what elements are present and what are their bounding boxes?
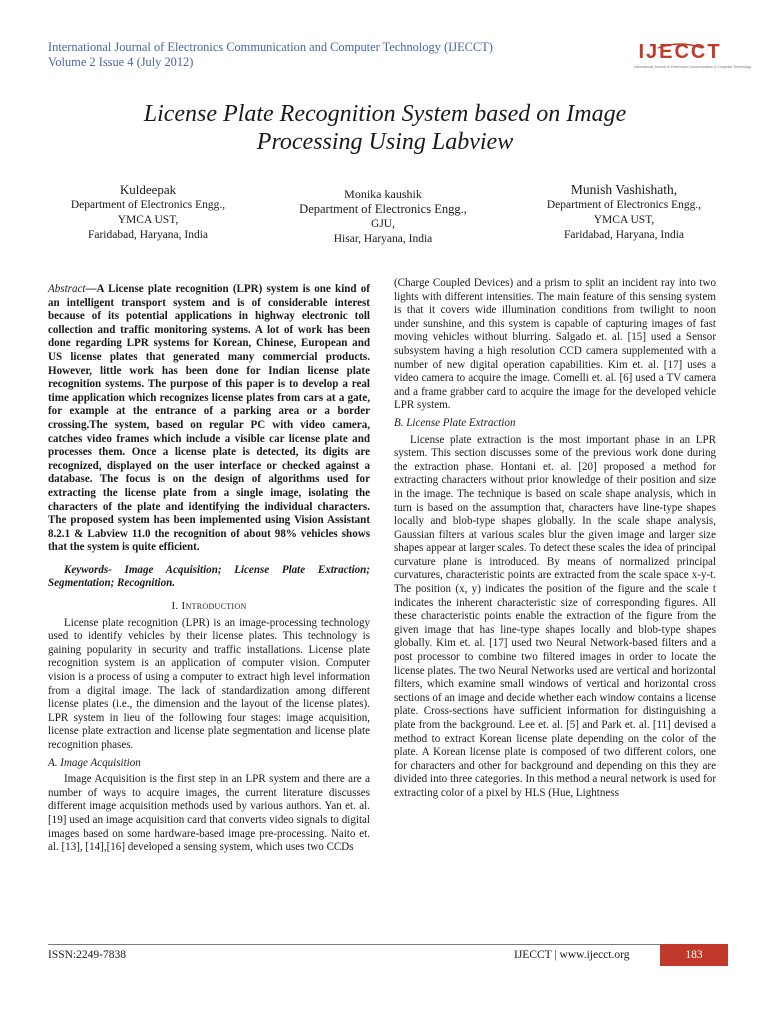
title-line-2: Processing Using Labview [256, 129, 514, 155]
author-department: Department of Electronics Engg., [546, 199, 702, 211]
keywords: Keywords- Image Acquisition; License Plate Extraction; Segmentation; Recognition. [48, 563, 370, 590]
author-name: Kuldeepak [119, 182, 177, 197]
abstract [48, 283, 370, 555]
author-location: Hisar, Haryana, India [333, 233, 433, 245]
introduction-paragraph: License plate recognition (LPR) is an image-processing technology used to identify vehicles by their license plates. This technology is gaining popularity in security and traffic installations. License plate recognition system is an application of computer vision. Computer vision is a process of using a computer to extract high level information from a digital image. The lack of standardization among different license plates (i.e., the dimension and the layout of the license plates). LPR system in lieu of the following four stages: image acquisition, license plate extraction and license plate segmentation and license plate recognition phases. [48, 616, 370, 751]
logo-text: IJECCT [638, 41, 722, 63]
license-plate-extraction-paragraph: License plate extraction is the most important phase in an LPR system. This section discusses some of the previous work done during the extraction phase. Hontani et. al. [20] proposed a method for extracting characters without prior knowledge of their position and size in the image. The technique is based on scale shape analysis, which in turn is based on the assumption that, characters have line-type shapes locally and blob-type shapes globally. In the scale shape analysis, Gaussian filters at various scales blur the given image and larger size shapes appear at larger scales. To detect these scales the idea of principal curvature plane is introduced. By means of normalized principal curvatures, characteristic points are extracted from the scale space x-y-t. The position (x, y) indicates the position of the figure and the scale t indicates the inherent characteristic size of corresponding figures. All these characteristic points enable the extraction of the figure from the given image that has line-type shapes locally and blob-type shapes globally. Kim et. al. [17] used two Neural Network-based filters and a post processor to combine two filtered images in order to locate the license plates. The two Neural Networks used are vertical and horizontal filters, which examine small windows of vertical and horizontal cross sections of an image and decide whether each window contains a license plate. Cross-sections have sufficient information for distinguishing a plate from the background. Lee et. al. [5] and Park et. al. [11] devised a method to extract Korean license plate depending on the color of the plate. A Korean license plate is composed of two different colors, one for characters and other for background and depending on this they are divided into three categories. In this method a neural network is used for extracting color of a pixel by HLS (Hue, Lightness [394, 433, 716, 799]
abstract-label: Abstract [48, 283, 86, 295]
abstract-text: —A License plate recognition (LPR) system is one kind of an intelligent transport system and is of considerable interest because of its potential applications in highway electronic toll collection and traffic monitoring systems. A lot of work has been done regarding LPR systems for Korean, Chinese, European and US license plates that generated many commercial products. However, little work has been done for Indian license plate recognition systems. The purpose of this paper is to develop a real time application which recognizes license plates from cars at a gate, for example at the entrance of a parking area or a border crossing.The system, based on regular PC with video camera, catches video frames which include a visible car license plate and processes them. Once a license plate is detected, its digits are recognized, displayed on the user interface or checked against a database. The focus is on the design of algorithms used for extracting the license plate from a single image, isolating the characters of the plate and identifying the individual characters. The proposed system has been implemented using Vision Assistant 8.2.1 & Labview 11.0 the recognition of about 98% vehicles shows that the system is quite efficient. [48, 283, 370, 554]
journal-name: International Journal of Electronics Communication and Computer Technology (IJECCT) [48, 40, 493, 54]
author-institution: YMCA UST, [117, 214, 179, 226]
paper-title [60, 100, 710, 156]
journal-header [48, 40, 568, 70]
page-number: 183 [660, 944, 728, 966]
author-department: Department of Electronics Engg., [70, 199, 226, 211]
journal-logo [626, 41, 752, 72]
image-acquisition-continued: (Charge Coupled Devices) and a prism to split an incident ray into two lights with different intensities. The main feature of this sensing system is that it covers wide illumination conditions from twilight to noon under sunshine, and this system is capable of capturing images of fast moving vehicles without blurring. Salgado et. al. [15] used a Sensor subsystem having a high resolution CCD camera supplemented with a number of new digital operation capabilities. Kim et. al. [17] uses a video camera to acquire the image. Comelli et. al. [6] used a TV camera and a frame grabber card to acquire the image for the developed vehicle LPR system. [394, 277, 716, 412]
footer-divider [48, 944, 728, 945]
author-block-1 [48, 182, 248, 243]
author-institution: YMCA UST, [593, 214, 655, 226]
subsection-title-image-acquisition: A. Image Acquisition [48, 756, 141, 769]
footer-issn: ISSN:2249-7838 [48, 949, 126, 961]
footer-site: IJECCT | www.ijecct.org [514, 949, 630, 961]
section-title-introduction: I. Introduction [171, 600, 247, 613]
image-acquisition-paragraph: Image Acquisition is the first step in an LPR system and there are a number of ways to acquire images, the current literature discusses different image acquisition methods used by various authors. Yan et. al. [19] used an image acquisition card that converts video signals to digital images based on some hardware-based image pre-processing. Naito et. al. [13], [14],[16] developed a sensing system, which uses two CCDs [48, 773, 370, 854]
subsection-title-license-plate-extraction: B. License Plate Extraction [394, 416, 516, 429]
right-column [394, 277, 716, 801]
journal-volume: Volume 2 Issue 4 (July 2012) [48, 55, 194, 69]
left-column [48, 283, 370, 855]
author-block-2 [280, 186, 486, 247]
author-block-3 [520, 182, 728, 243]
author-location: Faridabad, Haryana, India [87, 229, 209, 241]
author-institution: GJU, [371, 218, 395, 230]
author-name: Monika kaushik [344, 187, 422, 201]
logo-tagline: International Journal of Electronics Communication & Computer Technology [634, 65, 752, 69]
author-name: Munish Vashishath, [570, 182, 678, 197]
author-department: Department of Electronics Engg., [299, 202, 467, 216]
author-location: Faridabad, Haryana, India [563, 229, 685, 241]
title-line-1: License Plate Recognition System based on Image [143, 101, 627, 127]
